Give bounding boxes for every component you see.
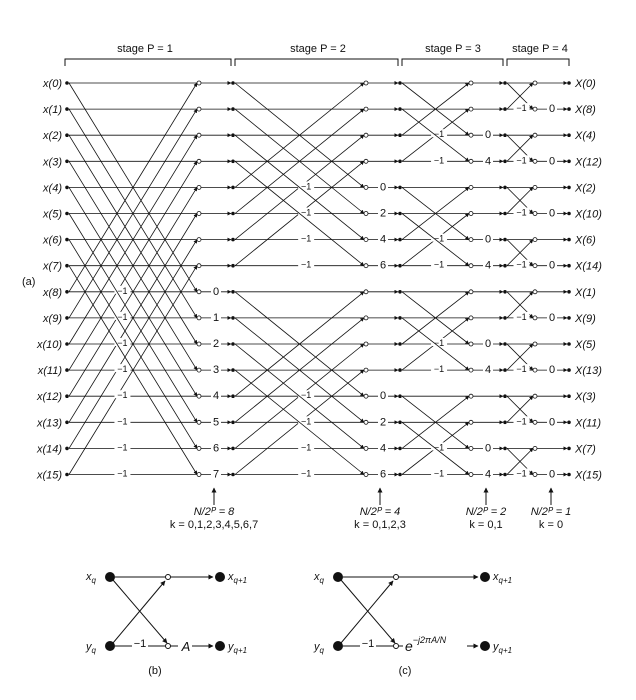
summing-node — [469, 212, 473, 216]
summing-node — [364, 133, 368, 137]
graph-node — [65, 160, 69, 164]
svg-text:xq+1 — [492, 571, 512, 585]
summing-node — [197, 473, 201, 477]
summing-node — [533, 107, 537, 111]
summing-node — [197, 133, 201, 137]
input-label: x(10) — [36, 339, 62, 351]
twiddle-exponent: 5 — [212, 416, 220, 429]
svg-text:yq+1 — [227, 641, 247, 655]
graph-node — [398, 473, 402, 477]
panel-c-butterfly — [313, 571, 512, 677]
graph-node — [398, 290, 402, 294]
output-label: X(5) — [575, 339, 596, 351]
yq-sub-b: q — [91, 646, 96, 655]
yq-sub-c: q — [319, 646, 324, 655]
graph-node — [503, 368, 507, 372]
twiddle-exponent: 4 — [484, 259, 492, 272]
summing-node — [197, 394, 201, 398]
minus-one-weight: −1 — [433, 233, 445, 244]
graph-node — [398, 160, 402, 164]
twiddle-exponent: 4 — [484, 468, 492, 481]
minus-one-weight: −1 — [117, 442, 128, 453]
minus-one-weight: −1 — [117, 468, 128, 479]
graph-node — [65, 394, 69, 398]
summing-node — [533, 212, 537, 216]
twiddle-exponent: 0 — [548, 416, 556, 429]
graph-node — [231, 473, 235, 477]
graph-node — [231, 368, 235, 372]
graph-node — [503, 290, 507, 294]
xq-sub-b: q — [91, 576, 96, 585]
graph-node — [398, 238, 402, 242]
xq1-sub-c: q+1 — [498, 576, 513, 585]
graph-node — [65, 473, 69, 477]
note-stage-3 — [466, 488, 507, 531]
graph-node — [567, 473, 571, 477]
factor-e-c: e — [405, 638, 413, 654]
twiddle-exponent: 1 — [212, 311, 220, 324]
graph-node — [567, 316, 571, 320]
graph-node — [231, 160, 235, 164]
twiddle-exponent: 0 — [212, 285, 220, 298]
twiddle-exponent: 2 — [379, 207, 387, 220]
note-k-2: k = 0,1,2,3 — [354, 519, 406, 531]
input-label: x(2) — [43, 130, 62, 143]
twiddle-exponent: 7 — [212, 468, 220, 481]
input-label: x(4) — [43, 182, 62, 195]
svg-text:yq — [313, 641, 325, 655]
output-label: X(2) — [575, 182, 596, 195]
graph-node — [503, 316, 507, 320]
twiddle-exponent: 6 — [379, 259, 387, 272]
input-label: x(14) — [36, 443, 62, 456]
graph-node — [398, 447, 402, 451]
graph-node — [398, 316, 402, 320]
graph-node — [65, 186, 69, 190]
summing-node — [364, 238, 368, 242]
summing-node — [533, 81, 537, 85]
minus-one-weight: −1 — [516, 155, 527, 166]
minus-one-weight: −1 — [301, 233, 312, 244]
input-label: x(9) — [43, 312, 62, 325]
output-label: X(6) — [575, 234, 596, 247]
minus-one-weight: −1 — [516, 468, 527, 479]
summing-node — [197, 185, 201, 189]
output-label: X(14) — [575, 260, 602, 273]
output-label: X(8) — [575, 104, 596, 117]
xq1-label-b: x — [228, 571, 234, 583]
summing-node — [197, 264, 201, 268]
panel-a-label: (a) — [22, 276, 36, 288]
output-label: X(3) — [575, 391, 596, 404]
twiddle-exponent: 0 — [548, 311, 556, 324]
output-label: X(0) — [575, 78, 596, 90]
graph-node — [503, 160, 507, 164]
graph-node — [65, 421, 69, 425]
graph-node — [567, 264, 571, 268]
graph-node — [398, 368, 402, 372]
graph-node — [65, 342, 69, 346]
graph-node — [231, 212, 235, 216]
graph-node — [231, 316, 235, 320]
minus-one-weight: −1 — [117, 390, 128, 401]
summing-node — [197, 316, 201, 320]
summing-node — [533, 290, 537, 294]
summing-node — [469, 368, 473, 372]
graph-node — [65, 107, 69, 111]
output-label: X(11) — [575, 417, 602, 430]
graph-node — [567, 447, 571, 451]
graph-node — [503, 81, 507, 85]
svg-text:xq+1 — [227, 571, 247, 585]
xq-label-c: x — [314, 571, 320, 583]
note-n-2: N/2ᴾ = 4 — [359, 506, 401, 518]
summing-node — [364, 159, 368, 163]
input-label: x(6) — [43, 234, 62, 247]
graph-node — [503, 394, 507, 398]
graph-node — [65, 238, 69, 242]
node-xq1-b — [215, 572, 225, 582]
minus-one-weight: −1 — [516, 207, 527, 218]
minus-one-weight: −1 — [433, 442, 445, 453]
twiddle-exponent: 0 — [379, 390, 387, 403]
graph-node — [503, 186, 507, 190]
twiddle-exponent: 2 — [212, 338, 220, 350]
panel-b-butterfly — [85, 571, 247, 677]
summing-node — [364, 185, 368, 189]
summing-node — [469, 290, 473, 294]
twiddle-exponent: 0 — [548, 155, 556, 168]
graph-node — [567, 81, 571, 85]
twiddle-exponent: 0 — [548, 468, 556, 481]
summing-node — [469, 316, 473, 320]
output-label: X(1) — [575, 286, 596, 299]
yq1-label-c: y — [493, 641, 499, 653]
graph-node — [567, 238, 571, 242]
summing-node — [533, 238, 537, 242]
graph-node — [503, 473, 507, 477]
output-label: X(9) — [575, 312, 596, 325]
svg-text:yq — [85, 641, 97, 655]
summing-node — [469, 159, 473, 163]
minus-one-weight: −1 — [433, 155, 445, 166]
summing-node — [533, 394, 537, 398]
note-k-3: k = 0,1 — [469, 519, 503, 531]
panel-a-signal-flow-graph — [36, 78, 602, 482]
graph-node — [567, 107, 571, 111]
summing-node — [364, 264, 368, 268]
twiddle-exponent: 4 — [484, 155, 492, 168]
twiddle-exponent: 0 — [548, 103, 556, 116]
graph-node — [398, 186, 402, 190]
summing-node — [197, 290, 201, 294]
graph-node — [503, 238, 507, 242]
twiddle-exponent: 0 — [548, 207, 556, 220]
twiddle-exponent: 0 — [379, 181, 387, 194]
twiddle-exponent: 4 — [484, 364, 492, 377]
minus-one-b: −1 — [133, 638, 147, 650]
graph-node — [231, 290, 235, 294]
note-stage-2 — [354, 488, 406, 531]
minus-one-weight: −1 — [516, 311, 527, 322]
summing-node — [197, 342, 201, 346]
graph-node — [65, 264, 69, 268]
minus-one-weight: −1 — [301, 416, 312, 427]
summing-node — [364, 394, 368, 398]
graph-node — [503, 447, 507, 451]
summing-node — [533, 473, 537, 477]
graph-node — [567, 186, 571, 190]
minus-one-weight: −1 — [433, 129, 445, 140]
minus-one-weight: −1 — [301, 181, 312, 192]
summing-node — [197, 212, 201, 216]
svg-text:xq — [313, 571, 325, 585]
graph-node — [567, 368, 571, 372]
minus-one-weight: −1 — [516, 259, 527, 270]
summing-node — [469, 394, 473, 398]
minus-one-weight: −1 — [433, 364, 445, 375]
graph-node — [65, 368, 69, 372]
summing-node — [469, 473, 473, 477]
graph-node — [398, 81, 402, 85]
graph-node — [231, 238, 235, 242]
input-label: x(3) — [43, 156, 62, 169]
twiddle-exponent: 0 — [484, 442, 492, 455]
summing-node — [364, 473, 368, 477]
input-label: x(0) — [43, 78, 62, 90]
graph-node — [231, 421, 235, 425]
twiddle-exponent: 4 — [379, 442, 387, 455]
graph-node — [398, 107, 402, 111]
summing-node — [469, 133, 473, 137]
yq-label-b: y — [86, 641, 92, 653]
minus-one-weight: −1 — [301, 468, 312, 479]
graph-node — [65, 212, 69, 216]
graph-node — [231, 342, 235, 346]
minus-one-weight: −1 — [433, 468, 445, 479]
graph-node — [65, 316, 69, 320]
panel-c-label: (c) — [398, 665, 412, 677]
summing-node — [364, 290, 368, 294]
summing-node — [197, 159, 201, 163]
input-label: x(13) — [36, 417, 62, 430]
note-n-3: N/2ᴾ = 2 — [465, 506, 507, 518]
graph-node — [398, 264, 402, 268]
graph-node — [398, 421, 402, 425]
input-label: x(11) — [37, 365, 62, 378]
minus-one-weight: −1 — [301, 259, 312, 270]
graph-node — [231, 81, 235, 85]
stage-bracket-2 — [235, 43, 398, 66]
graph-node — [231, 447, 235, 451]
summing-node — [533, 133, 537, 137]
summing-node — [533, 420, 537, 424]
output-label: X(13) — [575, 365, 602, 378]
svg-text:yq+1 — [492, 641, 512, 655]
summing-node — [533, 159, 537, 163]
summing-node — [197, 368, 201, 372]
summing-node — [469, 342, 473, 346]
note-k-4: k = 0 — [538, 519, 564, 531]
stage-bracket-4 — [507, 43, 569, 66]
input-label: x(15) — [36, 469, 62, 482]
node-yq1-b — [215, 641, 225, 651]
minus-one-weight: −1 — [301, 442, 312, 453]
summing-node — [364, 81, 368, 85]
xq-sub-c: q — [319, 576, 324, 585]
minus-one-weight: −1 — [301, 390, 312, 401]
xq-label-b: x — [86, 571, 92, 583]
twiddle-exponent: 0 — [484, 338, 492, 350]
summing-node — [469, 185, 473, 189]
summing-node — [197, 420, 201, 424]
summing-node — [197, 107, 201, 111]
graph-node — [503, 107, 507, 111]
summing-node — [364, 107, 368, 111]
twiddle-exponent: 4 — [379, 233, 387, 246]
summing-node — [533, 446, 537, 450]
summing-node — [533, 264, 537, 268]
summing-node — [469, 81, 473, 85]
minus-one-weight: −1 — [433, 338, 445, 348]
twiddle-exponent: 6 — [379, 468, 387, 481]
graph-node — [65, 133, 69, 137]
minus-one-c: −1 — [361, 638, 375, 650]
graph-node — [503, 212, 507, 216]
input-label: x(8) — [43, 286, 62, 299]
input-label: x(12) — [36, 391, 62, 404]
stage-bracket-1 — [65, 43, 231, 66]
output-label: X(10) — [575, 208, 602, 221]
summing-node — [533, 368, 537, 372]
twiddle-exponent: 2 — [379, 416, 387, 429]
graph-node — [398, 133, 402, 137]
minus-one-weight: −1 — [301, 207, 312, 218]
minus-one-weight: −1 — [117, 338, 128, 348]
graph-node — [567, 290, 571, 294]
graph-node — [398, 394, 402, 398]
graph-node — [231, 186, 235, 190]
twiddle-exponent: 6 — [212, 442, 220, 455]
stage-label-2: stage P = 2 — [290, 43, 346, 55]
summing-node — [469, 107, 473, 111]
panel-b-label: (b) — [148, 665, 162, 677]
factor-exponent-c: −j2πA/N — [412, 635, 447, 645]
graph-node — [231, 394, 235, 398]
twiddle-exponent: 3 — [212, 364, 220, 377]
yq1-sub-c: q+1 — [498, 646, 513, 655]
twiddle-exponent: 0 — [548, 259, 556, 272]
output-label: X(7) — [575, 443, 596, 456]
stage-bracket-3 — [402, 43, 503, 66]
svg-text:xq — [85, 571, 97, 585]
minus-one-weight: −1 — [117, 285, 128, 296]
summing-node — [364, 420, 368, 424]
graph-node — [567, 133, 571, 137]
stage-label-1: stage P = 1 — [117, 43, 173, 55]
note-stage-1 — [170, 488, 258, 531]
minus-one-weight: −1 — [433, 259, 445, 270]
summing-node — [364, 342, 368, 346]
node-yq1-c — [480, 641, 490, 651]
node-xq1-c — [480, 572, 490, 582]
yq-label-c: y — [314, 641, 320, 653]
summing-node — [197, 238, 201, 242]
summing-node — [469, 238, 473, 242]
input-label: x(7) — [43, 260, 62, 273]
summing-node — [364, 368, 368, 372]
summing-node — [197, 446, 201, 450]
graph-node — [567, 394, 571, 398]
graph-node — [398, 212, 402, 216]
summing-node — [364, 212, 368, 216]
output-label: X(15) — [575, 469, 602, 482]
graph-node — [231, 264, 235, 268]
graph-node — [567, 212, 571, 216]
input-label: x(5) — [43, 208, 62, 221]
graph-node — [65, 290, 69, 294]
output-label: X(4) — [575, 130, 596, 143]
stage-label-3: stage P = 3 — [425, 43, 481, 55]
minus-one-weight: −1 — [117, 416, 128, 427]
factor-a-b: A — [181, 639, 191, 654]
graph-node — [503, 264, 507, 268]
summing-node — [469, 264, 473, 268]
stage-label-4: stage P = 4 — [512, 43, 568, 55]
yq1-sub-b: q+1 — [233, 646, 248, 655]
graph-node — [567, 342, 571, 346]
summing-node — [364, 446, 368, 450]
twiddle-exponent: 4 — [212, 390, 220, 403]
minus-one-weight: −1 — [117, 311, 128, 322]
graph-node — [567, 421, 571, 425]
graph-node — [65, 81, 69, 85]
minus-one-weight: −1 — [117, 364, 128, 375]
summing-node — [533, 316, 537, 320]
twiddle-exponent: 0 — [484, 129, 492, 142]
summing-node — [533, 342, 537, 346]
xq1-label-c: x — [493, 571, 499, 583]
minus-one-weight: −1 — [516, 364, 527, 375]
minus-one-weight: −1 — [516, 416, 527, 427]
summing-node — [197, 81, 201, 85]
graph-node — [65, 447, 69, 451]
yq1-label-b: y — [228, 641, 234, 653]
summing-node — [533, 185, 537, 189]
minus-one-weight: −1 — [516, 103, 527, 114]
summing-node — [469, 420, 473, 424]
note-n-4: N/2ᴾ = 1 — [530, 506, 572, 518]
graph-node — [503, 421, 507, 425]
note-stage-4 — [531, 488, 572, 531]
graph-node — [567, 160, 571, 164]
graph-node — [398, 342, 402, 346]
graph-node — [503, 342, 507, 346]
output-label: X(12) — [575, 156, 602, 169]
note-k-1: k = 0,1,2,3,4,5,6,7 — [169, 519, 259, 531]
graph-node — [503, 133, 507, 137]
note-n-1: N/2ᴾ = 8 — [193, 506, 235, 518]
summing-node — [364, 316, 368, 320]
input-label: x(1) — [43, 104, 62, 117]
twiddle-exponent: 0 — [548, 364, 556, 377]
graph-node — [231, 107, 235, 111]
summing-node — [469, 446, 473, 450]
xq1-sub-b: q+1 — [233, 576, 248, 585]
graph-node — [231, 133, 235, 137]
twiddle-exponent: 0 — [484, 233, 492, 246]
